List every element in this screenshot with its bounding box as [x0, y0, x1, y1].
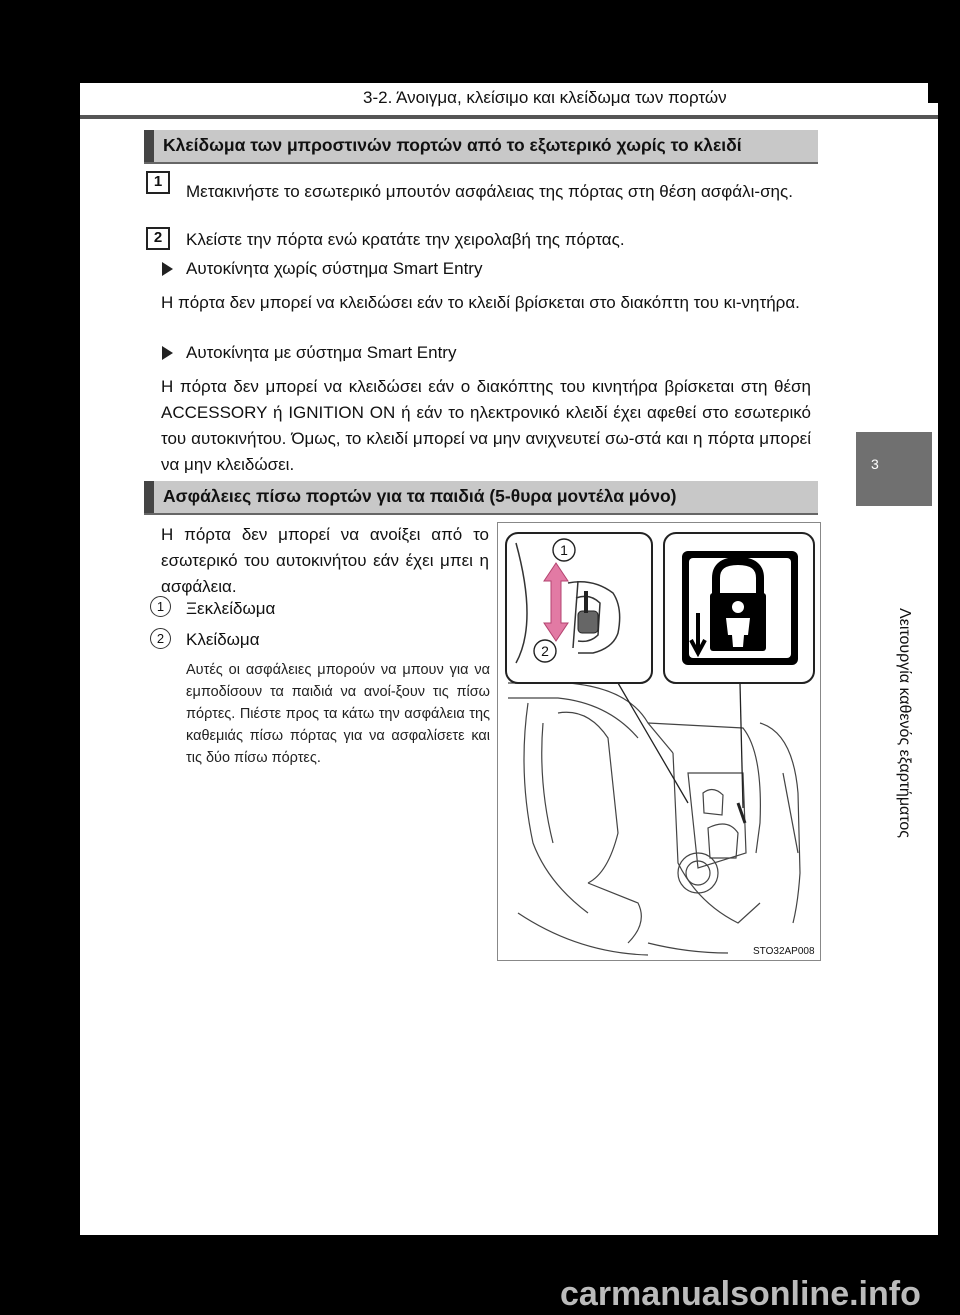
- callout-1-label: 1: [560, 542, 568, 558]
- section-heading-bar: [144, 130, 818, 162]
- running-header: 3-2. Άνοιγμα, κλείσιμο και κλείδωμα των πορτών: [363, 88, 727, 107]
- step-number: 1: [146, 171, 170, 194]
- case-title: Αυτοκίνητα χωρίς σύστημα Smart Entry: [186, 259, 483, 278]
- callout-number: 2: [150, 628, 171, 649]
- step-number: 2: [146, 227, 170, 250]
- section-heading-bar: [144, 481, 818, 513]
- case-body: Η πόρτα δεν μπορεί να κλειδώσει εάν το κλειδί βρίσκεται στο διακόπτη του κι-νητήρα.: [161, 293, 800, 312]
- triangle-bullet-icon: [162, 346, 173, 360]
- figure-drawing: [498, 523, 820, 960]
- header-rule: [80, 115, 938, 119]
- section-title: Κλείδωμα των μπροστινών πορτών από το εξωτερικό χωρίς το κλειδί: [163, 135, 742, 155]
- step-text: Κλείστε την πόρτα ενώ κρατάτε την χειρολαβή της πόρτας.: [186, 230, 625, 249]
- callout-2-label: 2: [541, 643, 549, 659]
- watermark: carmanualsonline.info: [560, 1275, 921, 1313]
- section-title: Ασφάλειες πίσω πορτών για τα παιδιά (5-θυρα μοντέλα μόνο): [163, 486, 677, 506]
- callout-number: 1: [150, 596, 171, 617]
- case-title: Αυτοκίνητα με σύστημα Smart Entry: [186, 343, 457, 362]
- crop-mark: [928, 83, 940, 103]
- case-body: Η πόρτα δεν μπορεί να κλειδώσει εάν ο διακόπτης του κινητήρα βρίσκεται στη θέση ACCESSORY ή IGNITION ON ή εάν το ηλεκτρονικό κλειδί έχει αφεθεί στο εσωτερικό του αυτοκινήτου. Όμως, το κλειδί μπορεί να μην ανιχνευτεί σω-στά και η πόρτα μπορεί να μην κλειδώσει.: [161, 377, 811, 474]
- chapter-tab: [856, 432, 932, 506]
- chapter-number: 3: [871, 456, 879, 472]
- door-lock-figure: [497, 522, 821, 961]
- section-rule: [144, 162, 818, 164]
- figure-code: STO32AP008: [753, 946, 815, 957]
- item-label: Ξεκλείδωμα: [186, 599, 276, 618]
- triangle-bullet-icon: [162, 262, 173, 276]
- section-rule: [144, 513, 818, 515]
- step-text: Μετακινήστε το εσωτερικό μπουτόν ασφάλειας της πόρτας στη θέση ασφάλι-σης.: [186, 182, 793, 201]
- intro-text: Η πόρτα δεν μπορεί να ανοίξει από το εσωτερικό του αυτοκινήτου εάν έχει μπει η ασφάλεια.: [161, 525, 489, 596]
- note-text: Αυτές οι ασφάλειες μπορούν να μπουν για να εμποδίσουν τα παιδιά να ανοί-ξουν τις πίσω πόρτες. Πιέστε προς τα κάτω την ασφάλεια της καθεμιάς πίσω πόρτας για να ασφαλίσετε και τις δύο πίσω πόρτες.: [186, 662, 490, 766]
- item-label: Κλείδωμα: [186, 630, 260, 649]
